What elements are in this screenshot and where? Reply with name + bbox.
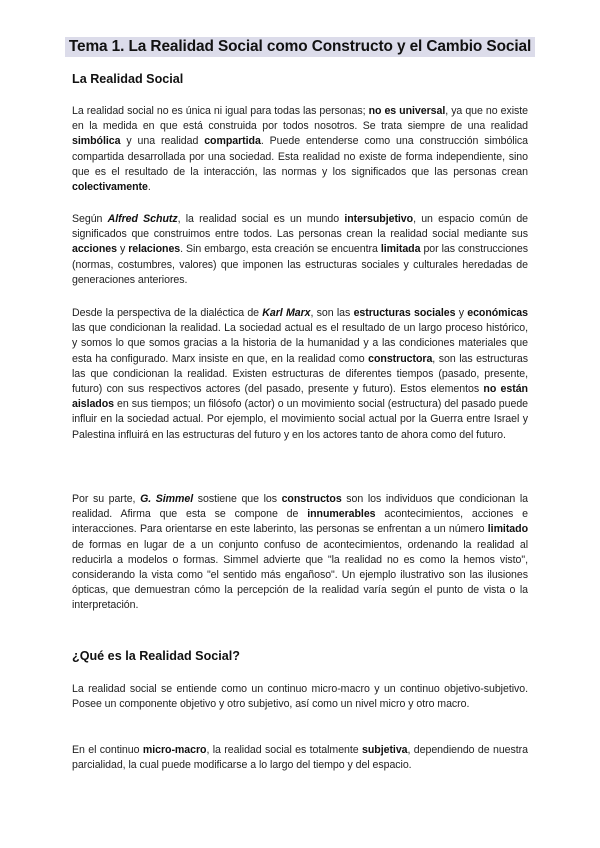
paragraph: [72, 104, 528, 195]
text-run: , son las: [310, 307, 354, 319]
paragraph: [72, 492, 528, 614]
text-run: En el continuo: [72, 744, 143, 756]
paragraph: [72, 306, 528, 443]
text-run: , un espacio común de significados que construimos entre todos. Las personas crean la realidad social mediante sus: [72, 213, 528, 241]
text-run: y una realidad: [120, 135, 205, 148]
emphasis-text: Alfred Schutz: [107, 213, 178, 225]
emphasis-text: subjetiva: [362, 744, 408, 756]
section-heading: La Realidad Social: [72, 72, 184, 86]
emphasis-text: innumerables: [307, 508, 376, 521]
emphasis-text: constructora: [368, 352, 433, 365]
emphasis-text: relaciones: [128, 243, 181, 256]
document-title: Tema 1. La Realidad Social como Constructo y el Cambio Social: [65, 37, 535, 57]
section-heading: ¿Qué es la Realidad Social?: [72, 649, 240, 663]
emphasis-text: constructos: [281, 493, 342, 505]
text-run: , la realidad social es un mundo: [177, 213, 345, 225]
emphasis-text: económicas: [467, 307, 528, 319]
text-run: de formas en lugar de a un conjunto confuso de acontecimientos, ordenando la realidad al reducirla a modelos o formas. Simmel advierte que "la realidad no es como la hemos visto", considerando la vista como "el sentido más engañoso". Un ejemplo ilustrativo son las ilusiones ópticas, que demuestran cómo la percepción de la realidad varía según el punto de vista o la interpretación.: [72, 538, 528, 612]
text-run: .: [147, 181, 151, 194]
emphasis-text: no es universal: [368, 105, 446, 117]
text-run: Desde la perspectiva de la dialéctica de: [72, 307, 263, 319]
text-run: , la realidad social es totalmente: [206, 744, 363, 756]
emphasis-text: estructuras sociales: [353, 307, 456, 319]
emphasis-text: G. Simmel: [140, 493, 194, 505]
emphasis-text: micro-macro: [142, 744, 207, 756]
text-run: Por su parte,: [72, 493, 141, 505]
text-run: , son las estructuras las que condicionan la realidad. Existen estructuras de diferentes tiempos (pasado, presente, futuro) con sus respectivos actores (del pasado, presente y futuro). Estos elementos: [72, 352, 528, 396]
text-run: las que condicionan la realidad. La sociedad actual es el resultado de un largo proceso histórico, y somos lo que somos gracias a la historia de la humanidad y a las condiciones materiales que esta ha configurado. Marx insiste en que, en la realidad como: [72, 322, 528, 365]
emphasis-text: simbólica: [72, 135, 121, 148]
emphasis-text: limitado: [487, 523, 528, 536]
text-run: en sus tiempos; un filósofo (actor) o un movimiento social (estructura) del pasado puede influir en la sociedad actual. Por ejemplo, el movimiento social actual por la Guerra entre Israel y Palestina influirá en las estructuras del futuro y en los actores tanto de ahora como del futuro.: [72, 398, 528, 441]
text-run: . Puede entenderse como una construcción simbólica compartida desarrollada por una sociedad. Esta realidad no existe de forma independiente, sino que es el resultado de la interacción, las normas y los significados que las personas crean: [72, 135, 529, 178]
emphasis-text: no están aislados: [72, 383, 528, 411]
text-run: sostiene que los: [193, 493, 282, 505]
text-run: , ya que no existe en la medida en que está construida por todos nosotros. Se trata siempre de una realidad: [72, 105, 528, 133]
text-run: La realidad social no es única ni igual para todas las personas;: [72, 105, 369, 117]
emphasis-text: compartida: [204, 135, 261, 148]
text-run: acontecimientos, acciones e interacciones. Para orientarse en este laberinto, las personas se enfrentan a un número: [72, 508, 528, 536]
title-row: [0, 37, 600, 57]
emphasis-text: acciones: [72, 243, 117, 256]
text-run: y: [116, 243, 129, 256]
text-run: La realidad social se entiende como un continuo micro-macro y un continuo objetivo-subjetivo. Posee un componente objetivo y otro subjetivo, así como un nivel micro y otro macro.: [72, 683, 528, 711]
text-run: y: [455, 307, 468, 319]
emphasis-text: intersubjetivo: [344, 213, 414, 225]
text-run: por las construcciones (normas, costumbres, valores) que imponen las estructuras sociales y culturales heredadas de generaciones anteriores.: [72, 243, 528, 286]
emphasis-text: Karl Marx: [262, 307, 311, 319]
paragraph: [72, 743, 528, 773]
paragraph: [72, 212, 528, 288]
text-run: . Sin embargo, esta creación se encuentra: [180, 243, 381, 256]
paragraph: [72, 682, 528, 712]
text-run: , dependiendo de nuestra parcialidad, la cual puede modificarse a lo largo del tiempo y del espacio.: [72, 744, 528, 772]
text-run: son los individuos que condicionan la realidad. Afirma que esta se compone de: [72, 493, 528, 521]
emphasis-text: limitada: [380, 243, 421, 256]
emphasis-text: colectivamente: [72, 181, 148, 194]
text-run: Según: [72, 213, 108, 225]
